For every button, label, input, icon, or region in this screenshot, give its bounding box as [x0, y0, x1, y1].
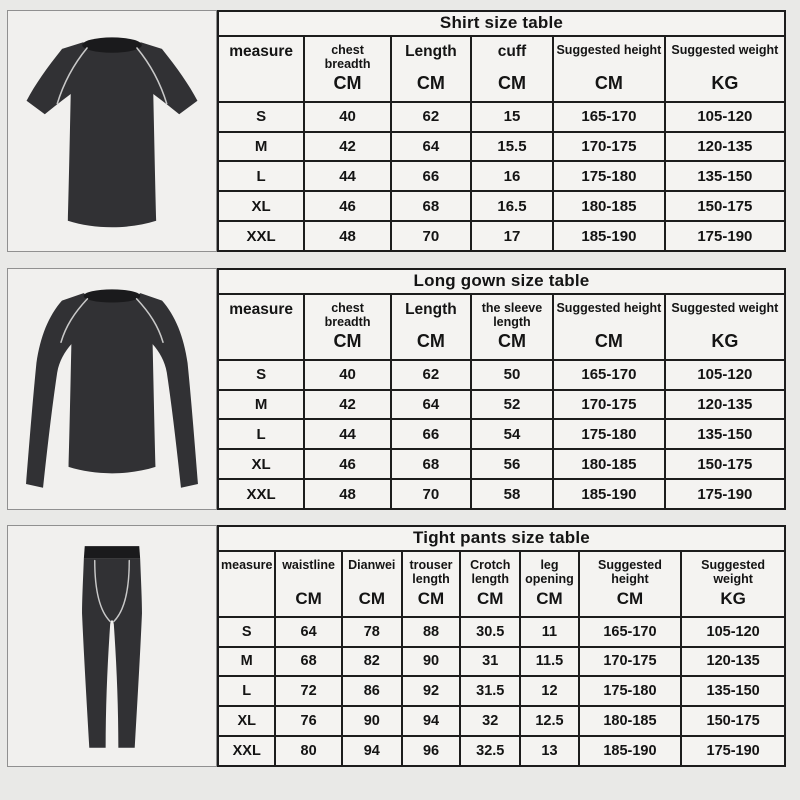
table-row — [218, 221, 785, 251]
measurement-value: 92 — [402, 676, 460, 706]
table-row — [218, 132, 785, 162]
measurement-value: 180-185 — [579, 706, 682, 736]
measurement-value: 40 — [304, 102, 391, 132]
measurement-value: 78 — [342, 617, 402, 647]
tight-pants-size-table — [217, 525, 786, 767]
table-row — [218, 161, 785, 191]
measurement-value: 54 — [471, 419, 553, 449]
table-title-row — [218, 526, 785, 551]
column-header — [304, 36, 391, 102]
measurement-value: 46 — [304, 449, 391, 479]
measurement-value: 64 — [391, 390, 471, 420]
measurement-value: 16.5 — [471, 191, 553, 221]
measurement-value: 76 — [275, 706, 341, 736]
column-name: Suggested height — [556, 300, 662, 315]
column-name: Length — [405, 42, 457, 60]
column-unit: CM — [416, 330, 445, 351]
measurement-value: 68 — [391, 191, 471, 221]
measurement-value: 56 — [471, 449, 553, 479]
measurement-value: 15 — [471, 102, 553, 132]
measurement-value: 105-120 — [665, 360, 785, 390]
shirt-size-table — [217, 10, 786, 252]
measurement-value: 58 — [471, 479, 553, 509]
column-unit: CM — [616, 588, 644, 608]
size-label: M — [218, 390, 304, 420]
measurement-value: 70 — [391, 479, 471, 509]
measurement-value: 90 — [402, 647, 460, 677]
size-label: S — [218, 102, 304, 132]
column-unit: CM — [333, 330, 362, 351]
size-label: XL — [218, 191, 304, 221]
table-row — [218, 647, 785, 677]
column-name: chest breadth — [324, 42, 371, 72]
long-gown-section — [7, 268, 786, 510]
column-header — [553, 294, 665, 360]
measurement-value: 50 — [471, 360, 553, 390]
column-unit: CM — [358, 588, 386, 608]
column-unit: KG — [711, 330, 739, 351]
table-row — [218, 419, 785, 449]
measurement-value: 82 — [342, 647, 402, 677]
long-gown-size-table — [217, 268, 786, 510]
measurement-value: 31 — [460, 647, 520, 677]
table-row — [218, 736, 785, 766]
column-unit: CM — [536, 588, 563, 608]
column-header — [391, 36, 471, 102]
column-header — [665, 294, 785, 360]
size-label: S — [218, 617, 275, 647]
measurement-value: 120-135 — [681, 647, 785, 677]
measurement-value: 150-175 — [665, 449, 785, 479]
measurement-value: 66 — [391, 419, 471, 449]
column-unit: CM — [333, 72, 362, 93]
column-name: cuff — [497, 42, 527, 60]
measurement-value: 17 — [471, 221, 553, 251]
measurement-value: 62 — [391, 360, 471, 390]
column-name: waistline — [282, 557, 335, 572]
measurement-value: 13 — [520, 736, 578, 766]
measurement-value: 86 — [342, 676, 402, 706]
measurement-value: 68 — [275, 647, 341, 677]
measurement-value: 52 — [471, 390, 553, 420]
column-header — [520, 551, 578, 617]
tight-pants-image — [42, 537, 182, 755]
column-name: Suggested height — [597, 557, 662, 587]
column-header — [471, 36, 553, 102]
table-row — [218, 706, 785, 736]
table-title: Shirt size table — [218, 11, 785, 36]
long-sleeve-shirt-image — [16, 278, 208, 500]
column-name: Suggested weight — [671, 300, 779, 315]
column-header — [681, 551, 785, 617]
measurement-value: 48 — [304, 479, 391, 509]
pants-photo-panel — [7, 525, 217, 767]
column-unit: KG — [711, 72, 739, 93]
measurement-value: 175-190 — [681, 736, 785, 766]
size-label: XL — [218, 449, 304, 479]
measurement-value: 90 — [342, 706, 402, 736]
measurement-value: 105-120 — [681, 617, 785, 647]
size-label: M — [218, 132, 304, 162]
measurement-value: 175-180 — [553, 161, 665, 191]
measurement-value: 175-180 — [579, 676, 682, 706]
measurement-value: 15.5 — [471, 132, 553, 162]
column-name: Crotch length — [470, 557, 511, 587]
measurement-value: 170-175 — [553, 390, 665, 420]
measurement-value: 165-170 — [553, 102, 665, 132]
column-header-row — [218, 551, 785, 617]
measurement-value: 88 — [402, 617, 460, 647]
measurement-value: 185-190 — [553, 479, 665, 509]
measurement-value: 180-185 — [553, 449, 665, 479]
column-header — [402, 551, 460, 617]
measurement-value: 48 — [304, 221, 391, 251]
column-header — [218, 294, 304, 360]
measurement-value: 180-185 — [553, 191, 665, 221]
measurement-value: 135-150 — [681, 676, 785, 706]
size-label: XL — [218, 706, 275, 736]
measurement-value: 175-180 — [553, 419, 665, 449]
column-header — [275, 551, 341, 617]
column-name: Dianwei — [348, 557, 396, 572]
measurement-value: 32.5 — [460, 736, 520, 766]
column-name: trouser length — [409, 557, 453, 587]
measurement-value: 16 — [471, 161, 553, 191]
measurement-value: 175-190 — [665, 479, 785, 509]
measurement-value: 32 — [460, 706, 520, 736]
column-name: measure — [221, 557, 273, 572]
column-header — [218, 551, 275, 617]
measurement-value: 150-175 — [665, 191, 785, 221]
table-row — [218, 360, 785, 390]
column-unit: CM — [477, 588, 504, 608]
column-header — [665, 36, 785, 102]
size-label: XXL — [218, 479, 304, 509]
measurement-value: 42 — [304, 132, 391, 162]
shirt-section — [7, 10, 786, 252]
column-name: chest breadth — [324, 300, 371, 330]
column-name: measure — [229, 42, 293, 60]
table-title: Tight pants size table — [218, 526, 785, 551]
measurement-value: 185-190 — [579, 736, 682, 766]
column-unit: CM — [497, 330, 526, 351]
column-header — [304, 294, 391, 360]
measurement-value: 150-175 — [681, 706, 785, 736]
column-header — [471, 294, 553, 360]
measurement-value: 94 — [402, 706, 460, 736]
size-label: S — [218, 360, 304, 390]
table-row — [218, 102, 785, 132]
column-unit: CM — [295, 588, 322, 608]
measurement-value: 175-190 — [665, 221, 785, 251]
tshirt-photo-panel — [7, 10, 217, 252]
size-label: L — [218, 676, 275, 706]
measurement-value: 44 — [304, 161, 391, 191]
measurement-value: 80 — [275, 736, 341, 766]
column-header — [553, 36, 665, 102]
tshirt-image — [16, 23, 208, 239]
table-title-row — [218, 11, 785, 36]
measurement-value: 105-120 — [665, 102, 785, 132]
measurement-value: 30.5 — [460, 617, 520, 647]
measurement-value: 94 — [342, 736, 402, 766]
column-header — [579, 551, 682, 617]
measurement-value: 12 — [520, 676, 578, 706]
column-header — [218, 36, 304, 102]
measurement-value: 31.5 — [460, 676, 520, 706]
measurement-value: 120-135 — [665, 132, 785, 162]
measurement-value: 165-170 — [553, 360, 665, 390]
size-label: M — [218, 647, 275, 677]
measurement-value: 46 — [304, 191, 391, 221]
measurement-value: 96 — [402, 736, 460, 766]
long-sleeve-photo-panel — [7, 268, 217, 510]
measurement-value: 12.5 — [520, 706, 578, 736]
column-unit: KG — [720, 588, 746, 608]
column-name: the sleeve length — [481, 300, 543, 330]
column-name: leg opening — [525, 557, 574, 587]
size-label: L — [218, 161, 304, 191]
measurement-value: 44 — [304, 419, 391, 449]
measurement-value: 185-190 — [553, 221, 665, 251]
column-header — [342, 551, 402, 617]
measurement-value: 70 — [391, 221, 471, 251]
table-row — [218, 617, 785, 647]
column-header — [391, 294, 471, 360]
table-row — [218, 479, 785, 509]
column-name: measure — [229, 300, 293, 318]
column-unit: CM — [594, 72, 623, 93]
measurement-value: 165-170 — [579, 617, 682, 647]
measurement-value: 62 — [391, 102, 471, 132]
table-title-row — [218, 269, 785, 294]
column-name: Suggested weight — [701, 557, 766, 587]
table-row — [218, 676, 785, 706]
measurement-value: 135-150 — [665, 161, 785, 191]
column-name: Suggested weight — [671, 42, 779, 57]
column-name: Length — [405, 300, 457, 318]
table-row — [218, 390, 785, 420]
table-title: Long gown size table — [218, 269, 785, 294]
measurement-value: 66 — [391, 161, 471, 191]
measurement-value: 170-175 — [579, 647, 682, 677]
measurement-value: 42 — [304, 390, 391, 420]
column-unit: CM — [416, 72, 445, 93]
column-unit: CM — [594, 330, 623, 351]
measurement-value: 170-175 — [553, 132, 665, 162]
measurement-value: 120-135 — [665, 390, 785, 420]
measurement-value: 68 — [391, 449, 471, 479]
size-label: L — [218, 419, 304, 449]
column-unit: CM — [417, 588, 445, 608]
column-unit: CM — [497, 72, 526, 93]
measurement-value: 40 — [304, 360, 391, 390]
measurement-value: 11 — [520, 617, 578, 647]
tight-pants-section — [7, 525, 786, 767]
column-header-row — [218, 294, 785, 360]
size-label: XXL — [218, 736, 275, 766]
measurement-value: 72 — [275, 676, 341, 706]
column-header — [460, 551, 520, 617]
table-row — [218, 449, 785, 479]
measurement-value: 135-150 — [665, 419, 785, 449]
measurement-value: 64 — [275, 617, 341, 647]
size-label: XXL — [218, 221, 304, 251]
table-row — [218, 191, 785, 221]
measurement-value: 11.5 — [520, 647, 578, 677]
column-header-row — [218, 36, 785, 102]
measurement-value: 64 — [391, 132, 471, 162]
column-name: Suggested height — [556, 42, 662, 57]
